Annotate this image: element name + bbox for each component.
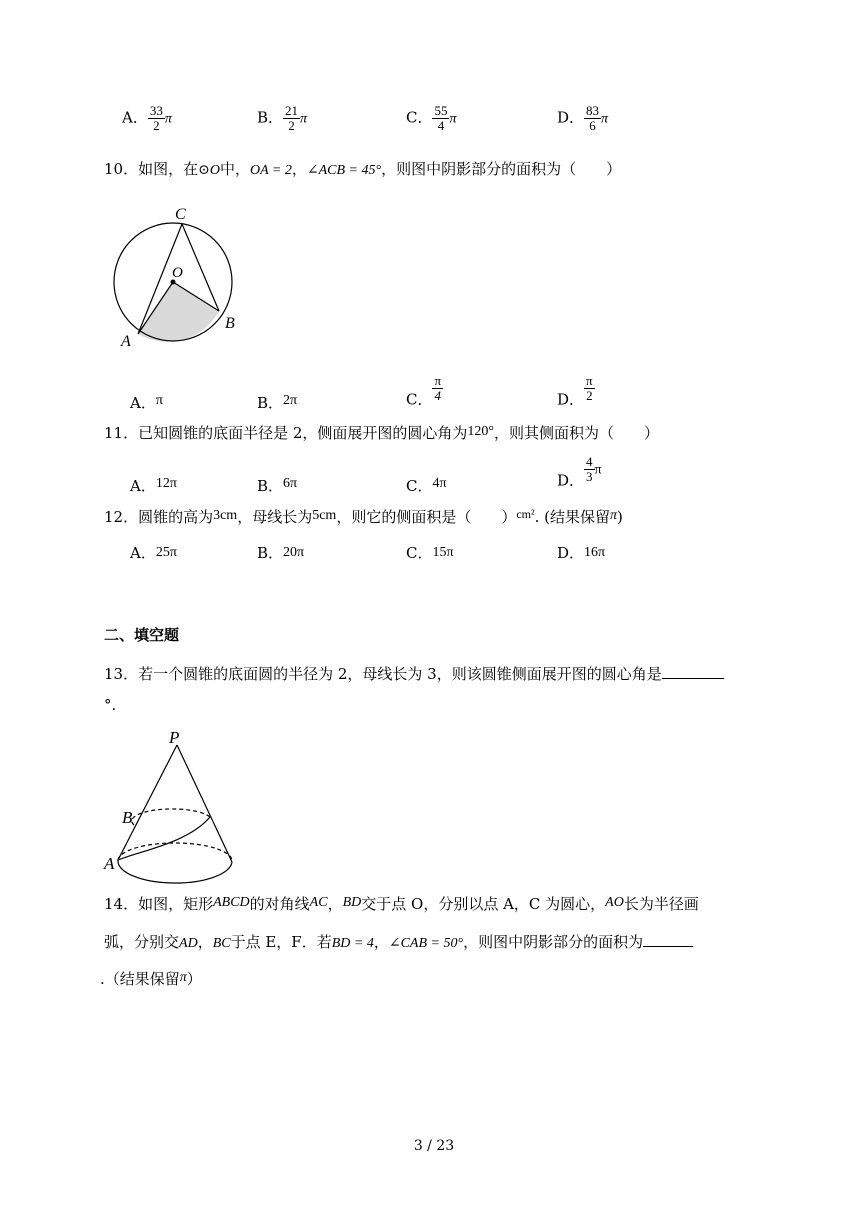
q10-option-a: A．π xyxy=(130,393,163,412)
page-number: 3 / 23 xyxy=(413,1138,455,1154)
label-b: B xyxy=(225,315,235,332)
label-b: B xyxy=(122,808,133,827)
q11-stem: 11．已知圆锥的底面半径是 2，侧面展开图的圆心角为120°，则其侧面积为（ ） xyxy=(104,424,660,442)
q9-option-b: B． $\frac{21}{2}$ π xyxy=(257,103,308,133)
q10-option-b: B．2π xyxy=(257,393,298,412)
q11-option-d: D． $\frac{4}{3}$ π xyxy=(557,454,602,490)
fraction: $\frac{\pi}{2}$ xyxy=(586,373,593,403)
label-a: A xyxy=(104,854,115,873)
label-c: C xyxy=(175,206,186,223)
base-front-arc xyxy=(118,860,232,883)
q9-option-c: C． $\frac{55}{4}$ π xyxy=(406,103,457,133)
q14-stem-line2: 弧，分别交AD，BC于点 E，F．若BD = 4，∠CAB = 50°，则图中阴影部分的面积为 xyxy=(104,931,693,952)
q12-option-d: D．16π xyxy=(557,544,606,562)
fraction: $\frac{83}{6}$ xyxy=(586,103,600,133)
q11-option-c: C．4π xyxy=(406,476,447,495)
shaded-region xyxy=(138,282,219,342)
q14-stem-line3: .（结果保留π） xyxy=(100,970,202,988)
answer-blank xyxy=(662,664,724,679)
q9-option-a: A． $\frac{33}{2}$ π xyxy=(122,103,172,133)
fraction: $\frac{55}{4}$ xyxy=(434,103,448,133)
q14-stem-line1: 14．如图，矩形ABCD的对角线AC，BD交于点 O，分别以点 A，C 为圆心，AO长为半径画 xyxy=(104,895,699,913)
q11-option-b: B．6π xyxy=(257,476,298,495)
fraction: $\frac{33}{2}$ xyxy=(149,103,163,133)
cone-generatrix-right xyxy=(177,745,232,862)
q10-stem: 10．如图，在⊙O中，OA = 2，∠ACB = 45°，则图中阴影部分的面积为（ ） xyxy=(104,160,622,178)
q10-option-d: D． $\frac{\pi}{2}$ xyxy=(557,373,593,409)
q12-stem: 12．圆锥的高为3cm，母线长为5cm，则它的侧面积是（ ）$^{cm^2}$. (结果保留π) xyxy=(104,507,623,526)
q13-cone-figure xyxy=(100,725,240,885)
q12-option-c: C．15π xyxy=(406,544,454,562)
q9-option-d: D． $\frac{83}{6}$ π xyxy=(557,103,609,133)
q13-stem-line1: 13．若一个圆锥的底面圆的半径为 2，母线长为 3，则该圆锥侧面展开图的圆心角是 xyxy=(104,663,724,684)
fraction: $\frac{4}{3}$ xyxy=(586,454,593,484)
fraction: $\frac{\pi}{4}$ xyxy=(434,373,442,403)
q13-stem-line2: °. xyxy=(104,696,117,714)
answer-blank xyxy=(643,932,693,947)
section-heading: 二、填空题 xyxy=(104,626,180,644)
fraction: $\frac{21}{2}$ xyxy=(285,103,299,133)
q12-option-a: A．25π xyxy=(130,544,177,562)
q10-circle-figure xyxy=(108,200,248,350)
label-a: A xyxy=(121,333,131,350)
label-o: O xyxy=(172,265,183,281)
q11-option-a: A．12π xyxy=(130,476,177,495)
base-back-arc xyxy=(118,843,232,862)
label-p: P xyxy=(169,728,180,747)
q10-option-c: C． $\frac{\pi}{4}$ xyxy=(406,373,442,409)
q12-option-b: B．20π xyxy=(257,544,305,562)
